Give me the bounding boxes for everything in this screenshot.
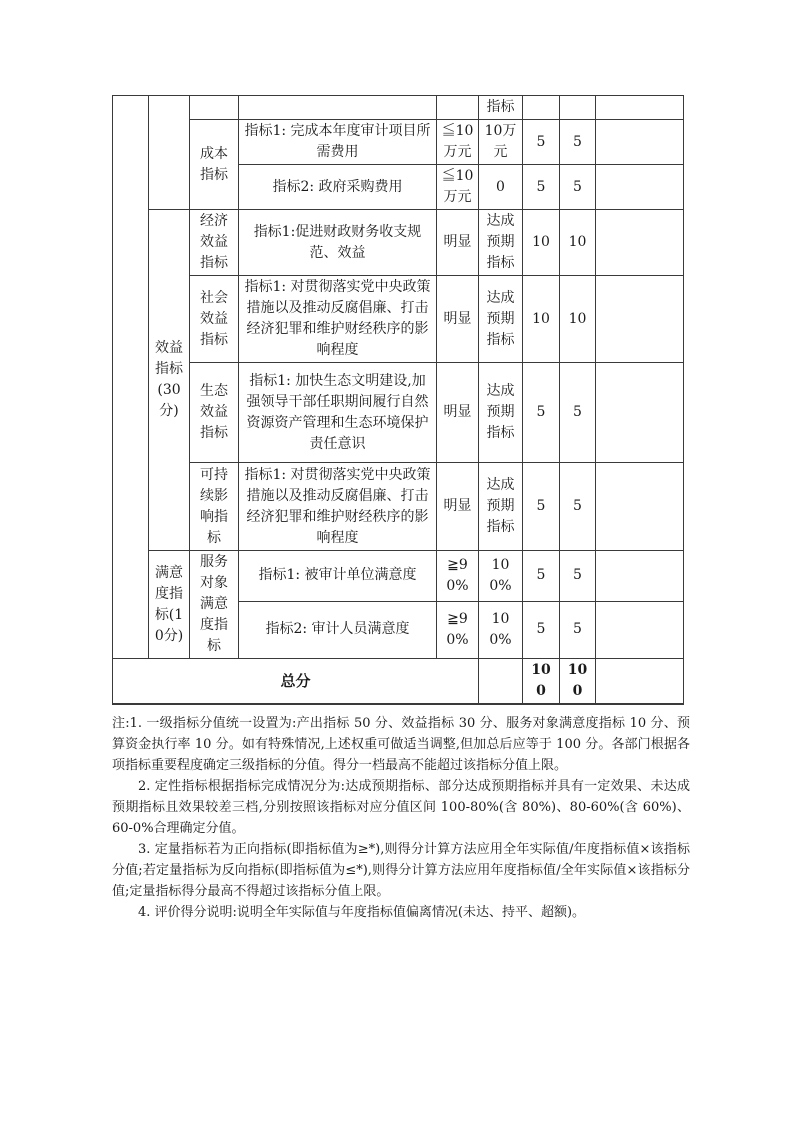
level1-benefit-cell: 效益指标(30分) — [149, 210, 190, 551]
actual-cell: 100% — [479, 551, 523, 602]
total-actual-cell — [479, 659, 523, 705]
table-row-total — [113, 659, 684, 705]
outer-category-cell — [113, 96, 149, 659]
table-row-sustainable-impact — [113, 463, 684, 551]
points-cell: 10 — [523, 276, 560, 363]
indicator-name-cell: 指标1: 加快生态文明建设,加强领导干部任职期间履行自然资源资产管理和生态环境保护责任意识 — [239, 363, 437, 463]
total-label-cell: 总分 — [113, 659, 479, 705]
remark-cell — [596, 210, 684, 276]
table-row-satisfaction-1 — [113, 551, 684, 602]
indicator-name-cell: 指标1: 被审计单位满意度 — [239, 551, 437, 602]
target-cell: ≦10万元 — [437, 120, 479, 165]
actual-cell: 100% — [479, 601, 523, 658]
indicator-name-carryover-cell — [239, 96, 437, 120]
indicator-name-cell: 指标1: 对贯彻落实党中央政策措施以及推动反腐倡廉、打击经济犯罪和维护财经秩序的影响程度 — [239, 463, 437, 551]
table-row-ecological-benefit — [113, 363, 684, 463]
total-points-cell: 100 — [523, 659, 560, 705]
remark-cell — [596, 276, 684, 363]
level2-social-cell: 社会效益指标 — [190, 276, 239, 363]
actual-cell: 0 — [479, 165, 523, 210]
table-row-social-benefit — [113, 276, 684, 363]
actual-cell: 达成预期指标 — [479, 276, 523, 363]
points-cell: 5 — [523, 363, 560, 463]
table-row-cost-1 — [113, 120, 684, 165]
level2-ecological-cell: 生态效益指标 — [190, 363, 239, 463]
target-carryover-cell — [437, 96, 479, 120]
points-carryover-cell — [523, 96, 560, 120]
score-cell: 5 — [560, 363, 596, 463]
points-cell: 5 — [523, 165, 560, 210]
score-cell: 10 — [560, 276, 596, 363]
score-cell: 5 — [560, 601, 596, 658]
note-paragraph-2: 2. 定性指标根据指标完成情况分为:达成预期指标、部分达成预期指标并具有一定效果、未达成预期指标且效果较差三档,分别按照该指标对应分值区间 100-80%(含 80%)、80-60%(含 60%)、60-0%合理确定分值。 — [112, 779, 690, 836]
note-paragraph-1: 注:1. 一级指标分值统一设置为:产出指标 50 分、效益指标 30 分、服务对象满意度指标 10 分、预算资金执行率 10 分。如有特殊情况,上述权重可做适当调整,但加总后应等于 100 分。各部门根据各项指标重要程度确定三级指标的分值。得分一档最高不能超过该指标分值上限。 — [112, 716, 690, 773]
target-cell: ≧90% — [437, 551, 479, 602]
score-cell: 5 — [560, 463, 596, 551]
points-cell: 5 — [523, 463, 560, 551]
actual-cell: 达成预期指标 — [479, 363, 523, 463]
actual-carryover-cell: 指标 — [479, 96, 523, 120]
remark-cell — [596, 363, 684, 463]
target-cell: ≦10万元 — [437, 165, 479, 210]
notes-section — [112, 713, 690, 923]
points-cell: 5 — [523, 120, 560, 165]
points-cell: 10 — [523, 210, 560, 276]
remark-carryover-cell — [596, 96, 684, 120]
level1-carryover-cell — [149, 96, 190, 210]
indicator-name-cell: 指标2: 审计人员满意度 — [239, 601, 437, 658]
remark-cell — [596, 601, 684, 658]
indicator-name-cell: 指标1: 对贯彻落实党中央政策措施以及推动反腐倡廉、打击经济犯罪和维护财经秩序的影响程度 — [239, 276, 437, 363]
points-cell: 5 — [523, 601, 560, 658]
remark-cell — [596, 165, 684, 210]
remark-cell — [596, 120, 684, 165]
indicator-name-cell: 指标1: 完成本年度审计项目所需费用 — [239, 120, 437, 165]
score-carryover-cell — [560, 96, 596, 120]
points-cell: 5 — [523, 551, 560, 602]
remark-cell — [596, 463, 684, 551]
level2-carryover-cell — [190, 96, 239, 120]
level2-cost-cell: 成本指标 — [190, 120, 239, 210]
actual-cell: 10万元 — [479, 120, 523, 165]
total-score-cell: 100 — [560, 659, 596, 705]
score-cell: 5 — [560, 551, 596, 602]
level1-satisfaction-cell: 满意度指标(10分) — [149, 551, 190, 659]
table-row-economic-benefit — [113, 210, 684, 276]
target-cell: 明显 — [437, 363, 479, 463]
level2-service-target-cell: 服务对象满意度指标 — [190, 551, 239, 659]
document-page — [112, 95, 690, 923]
score-cell: 5 — [560, 165, 596, 210]
note-paragraph-3: 3. 定量指标若为正向指标(即指标值为≥*),则得分计算方法应用全年实际值/年度指标值×该指标分值;若定量指标为反向指标(即指标值为≤*),则得分计算方法应用年度指标值/全年实际值×该指标分值;定量指标得分最高不得超过该指标分值上限。 — [112, 842, 690, 899]
total-remark-cell — [596, 659, 684, 705]
score-cell: 10 — [560, 210, 596, 276]
table-row-carryover — [113, 96, 684, 120]
performance-indicator-table — [112, 95, 684, 705]
level2-economic-cell: 经济效益指标 — [190, 210, 239, 276]
actual-cell: 达成预期指标 — [479, 463, 523, 551]
remark-cell — [596, 551, 684, 602]
level2-sustainable-cell: 可持续影响指标 — [190, 463, 239, 551]
actual-cell: 达成预期指标 — [479, 210, 523, 276]
target-cell: ≧90% — [437, 601, 479, 658]
indicator-name-cell: 指标1:促进财政财务收支规范、效益 — [239, 210, 437, 276]
score-cell: 5 — [560, 120, 596, 165]
target-cell: 明显 — [437, 463, 479, 551]
target-cell: 明显 — [437, 276, 479, 363]
indicator-name-cell: 指标2: 政府采购费用 — [239, 165, 437, 210]
note-paragraph-4: 4. 评价得分说明:说明全年实际值与年度指标值偏离情况(未达、持平、超额)。 — [138, 905, 586, 920]
target-cell: 明显 — [437, 210, 479, 276]
